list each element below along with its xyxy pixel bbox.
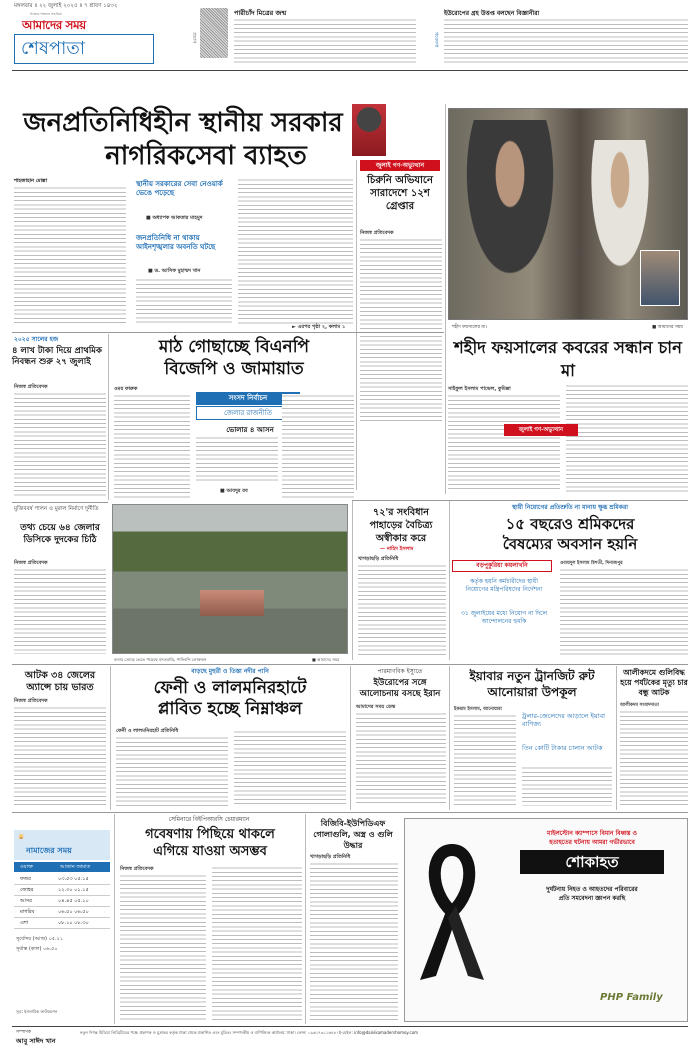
election-box-sub: জেলার রাজনীতি bbox=[196, 406, 300, 420]
mourning-line-1: দুর্ঘটনায় নিহত ও আহতদের পরিবারের bbox=[546, 886, 638, 893]
transit-byline: ইকরাম ইসলাম, আনোয়ারা bbox=[454, 707, 502, 712]
field-headline-1: মাঠ গোছাচ্ছে বিএনপি bbox=[158, 337, 310, 357]
bipss-col-2 bbox=[212, 866, 302, 1020]
iran-kicker: পারমাণবিক ইস্যুতে bbox=[377, 668, 423, 675]
alikadam-byline: আলীকদম সংবাদদাতা bbox=[620, 703, 659, 708]
flood-credit: ■ আমাদের সময় bbox=[312, 657, 340, 662]
transit-col-2 bbox=[522, 766, 612, 806]
logo-tagline: সত্যের সন্ধানে সবসময় bbox=[30, 12, 62, 16]
lead-col-2b bbox=[136, 278, 232, 324]
flood-brick-shape bbox=[200, 590, 264, 616]
mujib-headline: তথ্য চেয়ে ৬৪ জেলার ডিসিকে দুদকের চিঠি bbox=[20, 523, 100, 545]
prayer-title: নামাজের সময় bbox=[26, 846, 72, 855]
mourning-kicker-2: হতাহতের ঘটনায় আমরা গভীরভাবে bbox=[549, 839, 635, 846]
prayer-time: ০৬.৫০ ০৬.৫০ bbox=[58, 909, 89, 915]
lead-point-2-author: ■ ড. আসিফ মুহাম্মদ খান bbox=[148, 268, 201, 274]
mother-figure bbox=[455, 120, 565, 300]
hills-byline: খাগড়াছড়ি প্রতিনিধি bbox=[358, 556, 399, 562]
iran-body bbox=[356, 712, 446, 806]
bgb-byline: খাগড়াছড়ি প্রতিনিধি bbox=[310, 854, 351, 860]
field-col-3 bbox=[282, 394, 354, 500]
prayer-row bbox=[14, 907, 110, 918]
prayer-name: এশা bbox=[20, 920, 29, 926]
field-byline: ওমর ফারুক bbox=[114, 386, 138, 392]
election-box-seat: ভোলার ৪ আসন bbox=[226, 426, 274, 434]
prayer-table bbox=[14, 874, 110, 929]
lead-headline-2: নাগরিকসেবা ব্যাহত bbox=[105, 141, 307, 171]
prayer-col-1: ওয়াক্ত bbox=[20, 864, 33, 870]
field-col-2 bbox=[196, 436, 278, 484]
prayer-name: ফজর bbox=[20, 876, 31, 882]
faysal-col-1 bbox=[448, 394, 560, 492]
editor-label: সম্পাদক bbox=[16, 1030, 32, 1035]
imprint: নতুন দিগন্ত মিডিয়া লিমিটেডের পক্ষে প্রকাশক ও মুদ্রাকর কর্তৃক ঢাকা থেকে প্রকাশিত এবং মুদ্রিত। সম্পাদকীয় ও বাণিজ্যিক কার্যালয়: ঢাকা। ফোন: ০৯৬১৭৩১১৬৮৮। ই-মেইল: info@dainikamadershomoy.com bbox=[80, 1030, 419, 1035]
prayer-row bbox=[14, 918, 110, 929]
alikadam-body bbox=[620, 710, 688, 806]
mourning-line-2: প্রতি সমবেদনা জ্ঞাপন করছি bbox=[558, 895, 626, 902]
workers-point-2: ৩১ জুলাইয়ের মধ্যে নিয়োগ না দিলে আন্দোলনের হুমকি bbox=[460, 610, 548, 625]
feni-byline: ফেনী ও লালমনিরহাট প্রতিনিধি bbox=[116, 728, 179, 734]
primary-kicker: ২০২৫ সালের হজ bbox=[14, 336, 59, 343]
feni-kicker: বাড়ছে মুহুরী ও তিস্তা নদীর পানি bbox=[191, 668, 269, 675]
field-byline-2: ■ আবদুর রব bbox=[220, 488, 248, 494]
feni-headline-2: প্লাবিত হচ্ছে নিম্নাঞ্চল bbox=[157, 699, 303, 719]
primary-byline: নিজস্ব প্রতিবেদক bbox=[14, 384, 48, 390]
consulates-body bbox=[14, 706, 106, 806]
lead-point-1: স্থানীয় সরকারের সেবা নেওয়ার্ক ভেঙে পড়েছে bbox=[136, 180, 223, 197]
feni-headline-1: ফেনী ও লালমনিরহাটে bbox=[153, 678, 307, 698]
lead-col-3 bbox=[238, 178, 353, 324]
obituary-title: পারীচাঁদ মিত্রের জন্ম bbox=[234, 9, 287, 17]
transit-point-2: তিন কোটি টাকার চালান আটক bbox=[522, 744, 603, 752]
research-body bbox=[444, 18, 688, 64]
drive-byline: নিজস্ব প্রতিবেদক bbox=[360, 230, 394, 236]
prayer-name: আসর bbox=[20, 898, 32, 904]
sunrise: সূর্যোদয় (আজ) ০৫.২১ bbox=[16, 936, 64, 942]
lead-continue: ► এরপর পৃষ্ঠা ২, কলাম ১ bbox=[292, 324, 346, 330]
workers-box-title: বড়পুকুরিয়া কয়লাখনি bbox=[452, 560, 552, 572]
flood-caption: বন্যার তোড়ে ভেঙে পড়েছে বসতবাড়ি, পানিবন্দি লোকজন bbox=[114, 657, 207, 662]
faysal-credit: ■ আমাদের সময় bbox=[652, 325, 683, 330]
prayer-name: জোহর bbox=[20, 887, 34, 893]
prayer-col-2: আজান জামাত bbox=[60, 864, 91, 870]
bipss-kicker: সেমিনারে বিইপিআরসি চেয়ারম্যান bbox=[168, 816, 250, 823]
bgb-body bbox=[310, 862, 398, 1020]
iran-byline: আমাদের সময় ডেস্ক bbox=[356, 704, 396, 710]
prayer-time: ১২.৩০ ০১.১৫ bbox=[58, 887, 89, 893]
editor-name: আবু সাঈদ খান bbox=[16, 1037, 56, 1045]
prayer-row bbox=[14, 874, 110, 885]
iran-headline: ইউরোপের সঙ্গে আলোচনায় বসছে ইরান bbox=[359, 678, 441, 699]
black-ribbon-icon bbox=[410, 840, 494, 990]
primary-body bbox=[14, 392, 106, 498]
bipss-byline: নিজস্ব প্রতিবেদক bbox=[120, 866, 154, 872]
prayer-note: সূত্র: ইসলামিক ফাউন্ডেশন bbox=[16, 1009, 58, 1014]
logo: আমাদের সময় bbox=[22, 18, 86, 32]
prayer-time: ০৮.১০ ০৮.৩০ bbox=[58, 920, 89, 926]
transit-col-1 bbox=[454, 714, 516, 806]
mujib-byline: নিজস্ব প্রতিবেদক bbox=[14, 560, 48, 566]
research-label: গবেষণা bbox=[433, 32, 439, 48]
prayer-time: ০৪.৪৫ ০৫.১০ bbox=[58, 898, 89, 904]
bipss-headline-2: এগিয়ে যাওয়া অসম্ভব bbox=[153, 844, 267, 859]
field-headline-2: বিজেপি ও জামায়াত bbox=[164, 359, 304, 379]
bipss-col-1 bbox=[120, 874, 206, 1020]
faysal-portrait bbox=[640, 250, 680, 306]
hills-headline: ৭২'র সংবিধান পাহাড়ের বৈচিত্র্য অস্বীকার করে bbox=[369, 507, 433, 544]
obituary-label: প্রয়াণ bbox=[191, 32, 197, 44]
uprising-emblem bbox=[352, 104, 386, 156]
prayer-row bbox=[14, 885, 110, 896]
sunset: সূর্যাস্ত (কাল) ০৬.৫০ bbox=[16, 946, 58, 952]
faysal-tag: জুলাই গণ-অভ্যুত্থান bbox=[504, 424, 578, 436]
obituary-body bbox=[234, 18, 416, 64]
drive-tag: জুলাই গণ-অভ্যুত্থান bbox=[360, 160, 440, 171]
faysal-caption: শহীদ ফয়সালের মা। bbox=[452, 325, 487, 330]
consulates-byline: নিজস্ব প্রতিবেদক bbox=[14, 698, 48, 704]
faysal-headline: শহীদ ফয়সালের কবরের সন্ধান চান মা bbox=[454, 338, 682, 380]
workers-headline-1: ১৫ বছরেও শ্রমিকদের bbox=[505, 515, 635, 533]
mujib-kicker: মুজিববর্ষ পালন ও মুরাল নির্মাণে দুর্নীতি bbox=[14, 506, 99, 512]
mosque-icon: 🕌 bbox=[18, 834, 25, 840]
portrait-sketch bbox=[200, 8, 228, 58]
flood-photo bbox=[112, 504, 348, 654]
alikadam-headline: আলীকদমে গুলিবিদ্ধ হয়ে পর্যটকের মৃত্যু চার বন্ধু আটক bbox=[620, 668, 688, 697]
drive-body bbox=[360, 238, 442, 422]
research-title: ইউরোপের গ্রহ উত্তপ্ত বলছেন বিজ্ঞানীরা bbox=[444, 10, 540, 17]
transit-point-1: ট্রলার-জেলেদের আড়ালে ইয়াবা বাণিজ্য bbox=[522, 712, 606, 728]
bipss-headline-1: গবেষণায় পিছিয়ে থাকলে bbox=[145, 827, 275, 842]
workers-point-1: কর্তৃক হয়নি কর্মচারীদের স্থায়ী নিয়োগের মন্ত্রিপরিষদের নির্দেশনা bbox=[465, 578, 543, 593]
lead-point-1-author: ■ অধ্যাপক আকতার মাহমুদ bbox=[146, 215, 203, 221]
election-box-title: সংসদ নির্বাচন bbox=[196, 392, 300, 405]
feni-col-2 bbox=[234, 730, 346, 806]
lead-col-1 bbox=[14, 186, 126, 324]
prayer-table-header bbox=[14, 862, 110, 872]
workers-byline: ওবায়দুল ইসলাম চিশতী, দিনাজপুর bbox=[560, 561, 623, 566]
mourning-title: শোকাহত bbox=[520, 850, 664, 874]
field-col-1 bbox=[114, 394, 190, 498]
transit-headline: ইয়াবার নতুন ট্রানজিট রুট আনোয়ারা উপকূল bbox=[469, 669, 595, 699]
hills-author: — নাহিদ ইসলাম bbox=[380, 546, 414, 552]
hills-body bbox=[358, 564, 446, 658]
lead-point-2: জনপ্রতিনিধি না থাকায় আইনশৃঙ্খলার অবনতি ঘটছে bbox=[136, 234, 216, 251]
section-title: শেষপাতা bbox=[14, 34, 154, 64]
faysal-col-2 bbox=[566, 384, 688, 494]
workers-headline-2: বৈষম্যের অবসান হয়নি bbox=[502, 535, 638, 553]
lead-byline: শাহজাহান মোল্লা bbox=[14, 178, 48, 184]
primary-headline: ৪ লাখ টাকা দিয়ে প্রাথমিক নিবন্ধন শুরু ২৭ জুলাই bbox=[12, 346, 102, 367]
lead-headline-1: জনপ্রতিনিধিহীন স্থানীয় সরকার bbox=[23, 108, 343, 138]
php-logo: PHP Family bbox=[600, 992, 663, 1003]
consulates-headline: আটক ৩৪ জেলের অ্যান্সে চায় ভারত bbox=[24, 670, 96, 693]
bgb-headline: বিজিবি-ইউপিডিএফ গোলাগুলি, অস্ত্র ও গুলি উদ্ধার bbox=[313, 819, 393, 850]
faysal-byline: সাইফুল ইসলাম পাভেল, কুমিল্লা bbox=[448, 386, 511, 392]
prayer-time: ০৩.৫৩ ০৫.১৫ bbox=[58, 876, 89, 882]
mujib-body bbox=[14, 568, 106, 654]
prayer-name: মাগরিব bbox=[20, 909, 35, 915]
workers-body bbox=[560, 568, 688, 658]
date-line: মঙ্গলবার ॥ ২২ জুলাই ২০২৫ ॥ ৭ শ্রাবণ ১৪৩২ bbox=[14, 3, 118, 9]
feni-col-1 bbox=[116, 736, 228, 806]
workers-kicker: স্থায়ী নিয়োগের প্রতিশ্রুতি না মানায় ক্ষুব্ধ শ্রমিকরা bbox=[512, 504, 628, 511]
mourning-kicker: মাইলস্টোন ক্যাম্পাসে বিমান বিধ্বস্ত ও bbox=[547, 830, 637, 837]
drive-headline: চিরুনি অভিযানে সারাদেশে ১২শ গ্রেপ্তার bbox=[367, 175, 433, 212]
prayer-row bbox=[14, 896, 110, 907]
